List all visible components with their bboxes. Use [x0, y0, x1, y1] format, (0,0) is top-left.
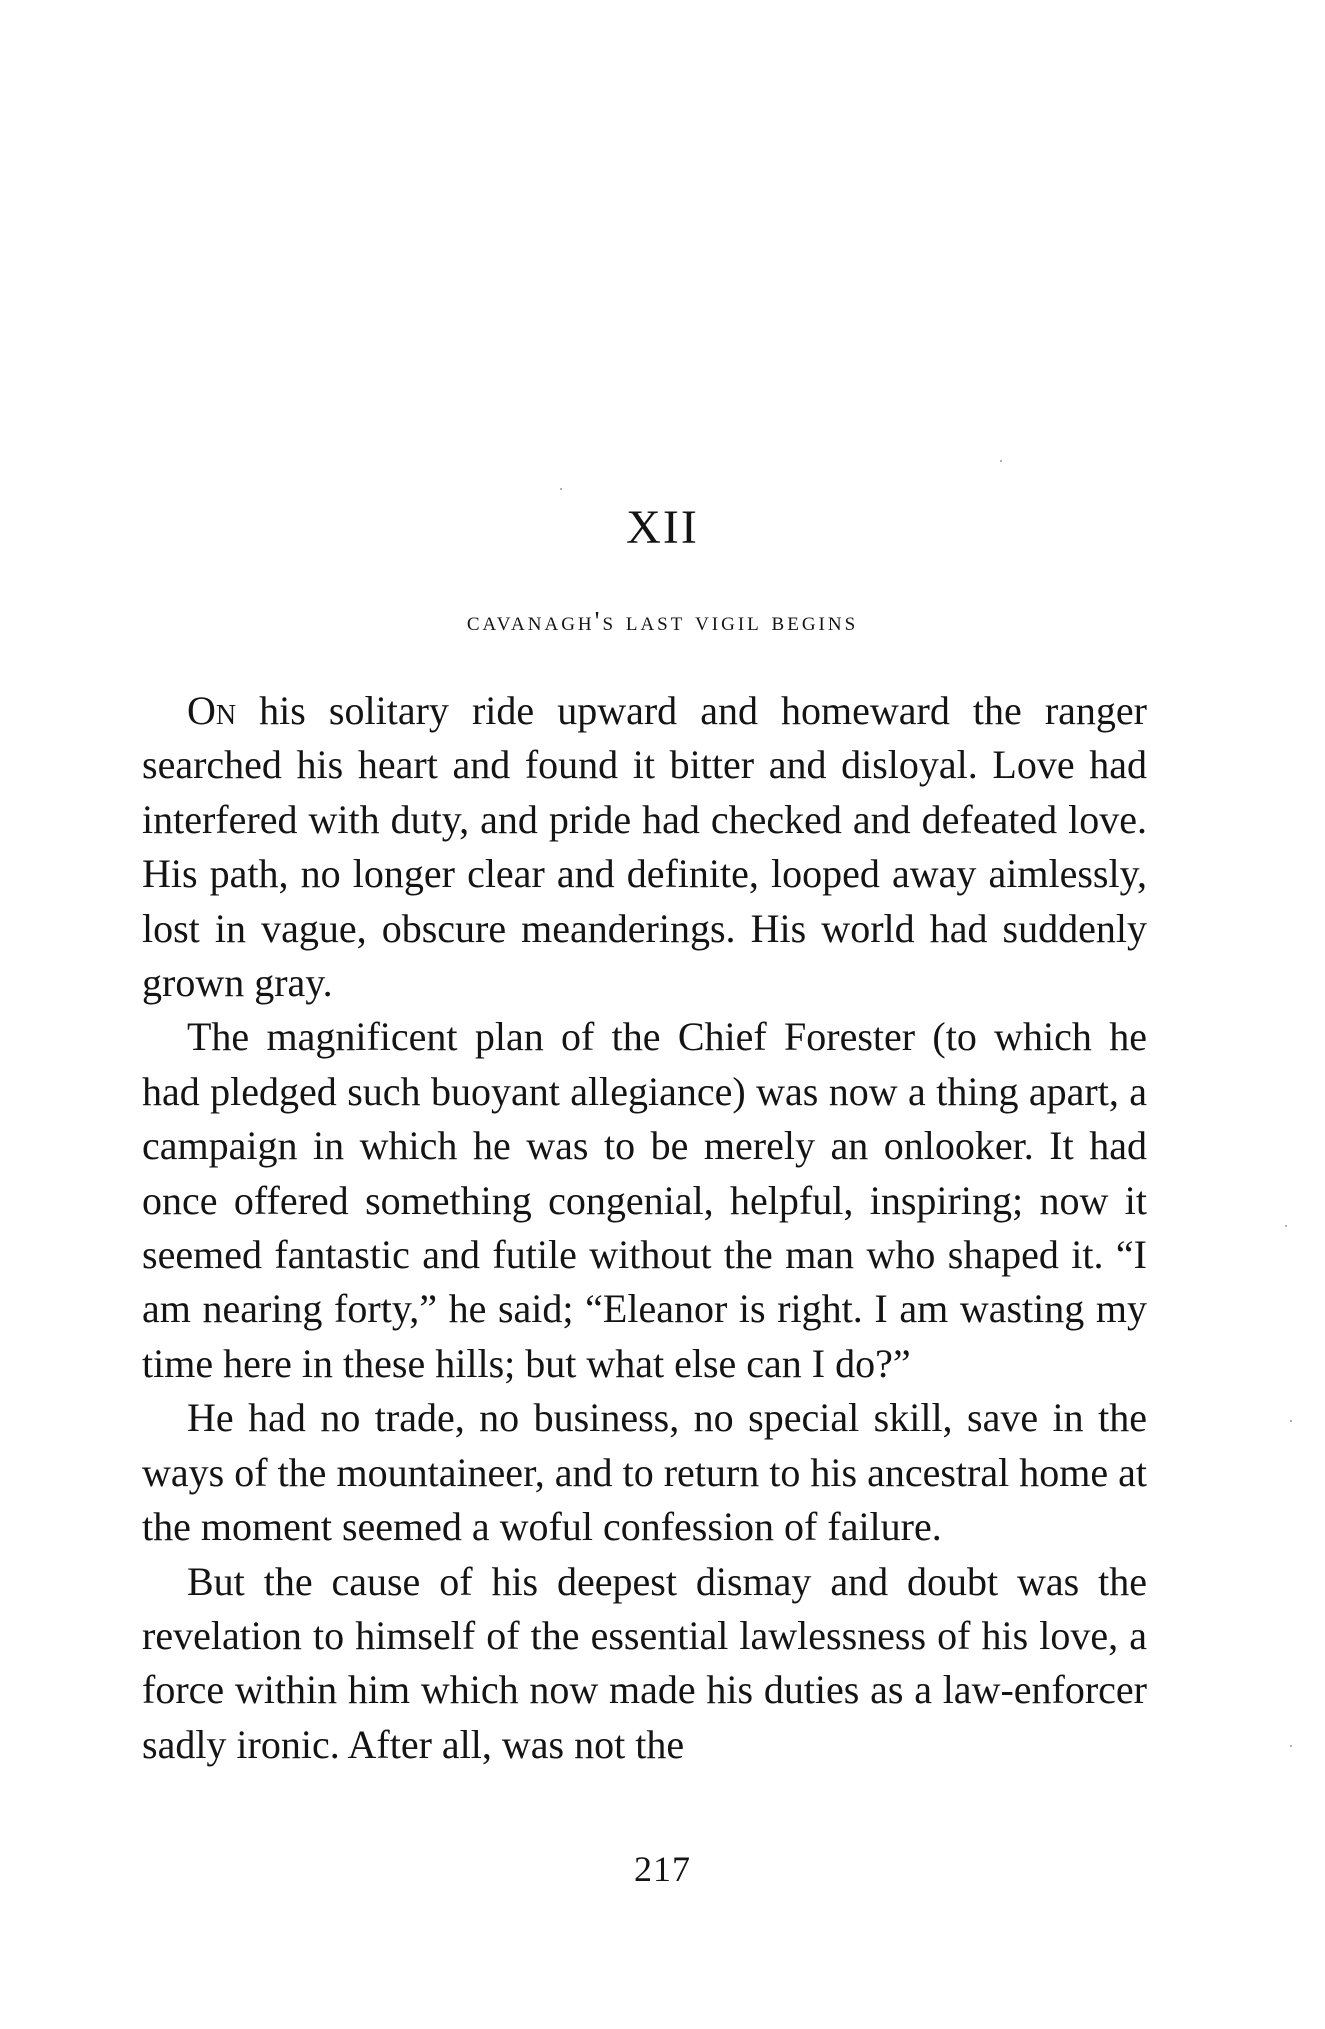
paragraph-3: [142, 1391, 1147, 1554]
paragraph-4: [142, 1555, 1147, 1773]
print-speck: [560, 488, 562, 490]
print-speck: [1290, 1420, 1292, 1422]
print-speck: [1290, 1745, 1292, 1747]
print-speck: [1000, 460, 1002, 462]
chapter-number: XII: [626, 501, 699, 554]
chapter-title: cavanagh's last vigil begins: [466, 606, 859, 636]
chapter-body: [142, 684, 1147, 1772]
paragraph-2: [142, 1010, 1147, 1391]
paragraph-text: He had no trade, no business, no special skill, save in the ways of the mountaineer, and to return to his ancestral home at the moment seemed a woful confession of failure.: [142, 1395, 1147, 1550]
paragraph-1: [142, 684, 1147, 1010]
paragraph-text: But the cause of his deepest dismay and doubt was the revelation to himself of the essential lawlessness of his love, a force within him which now made his duties as a law-enforcer sadly ironic. After all, was not the: [142, 1558, 1147, 1767]
paragraph-text: his solitary ride upward and homeward the ranger searched his heart and found it bitter and disloyal. Love had interfered with duty, and pride had checked and defeated love. His path, no longer clear and definite, looped away aimlessly, lost in vague, obscure meanderings. His world had suddenly grown gray.: [142, 688, 1147, 1006]
page-number: 217: [634, 1849, 691, 1889]
paragraph-text: The magnificent plan of the Chief Forester (to which he had pledged such buoyant allegiance) was now a thing apart, a campaign in which he was to be merely an onlooker. It had once offered something congenial, helpful, inspiring; now it seemed fantastic and futile without the man who shaped it. “I am nearing forty,” he said; “Eleanor is right. I am wasting my time here in these hills; but what else can I do?”: [142, 1014, 1147, 1386]
print-speck: [1285, 1225, 1287, 1227]
paragraph-lead-word: On: [187, 688, 237, 733]
